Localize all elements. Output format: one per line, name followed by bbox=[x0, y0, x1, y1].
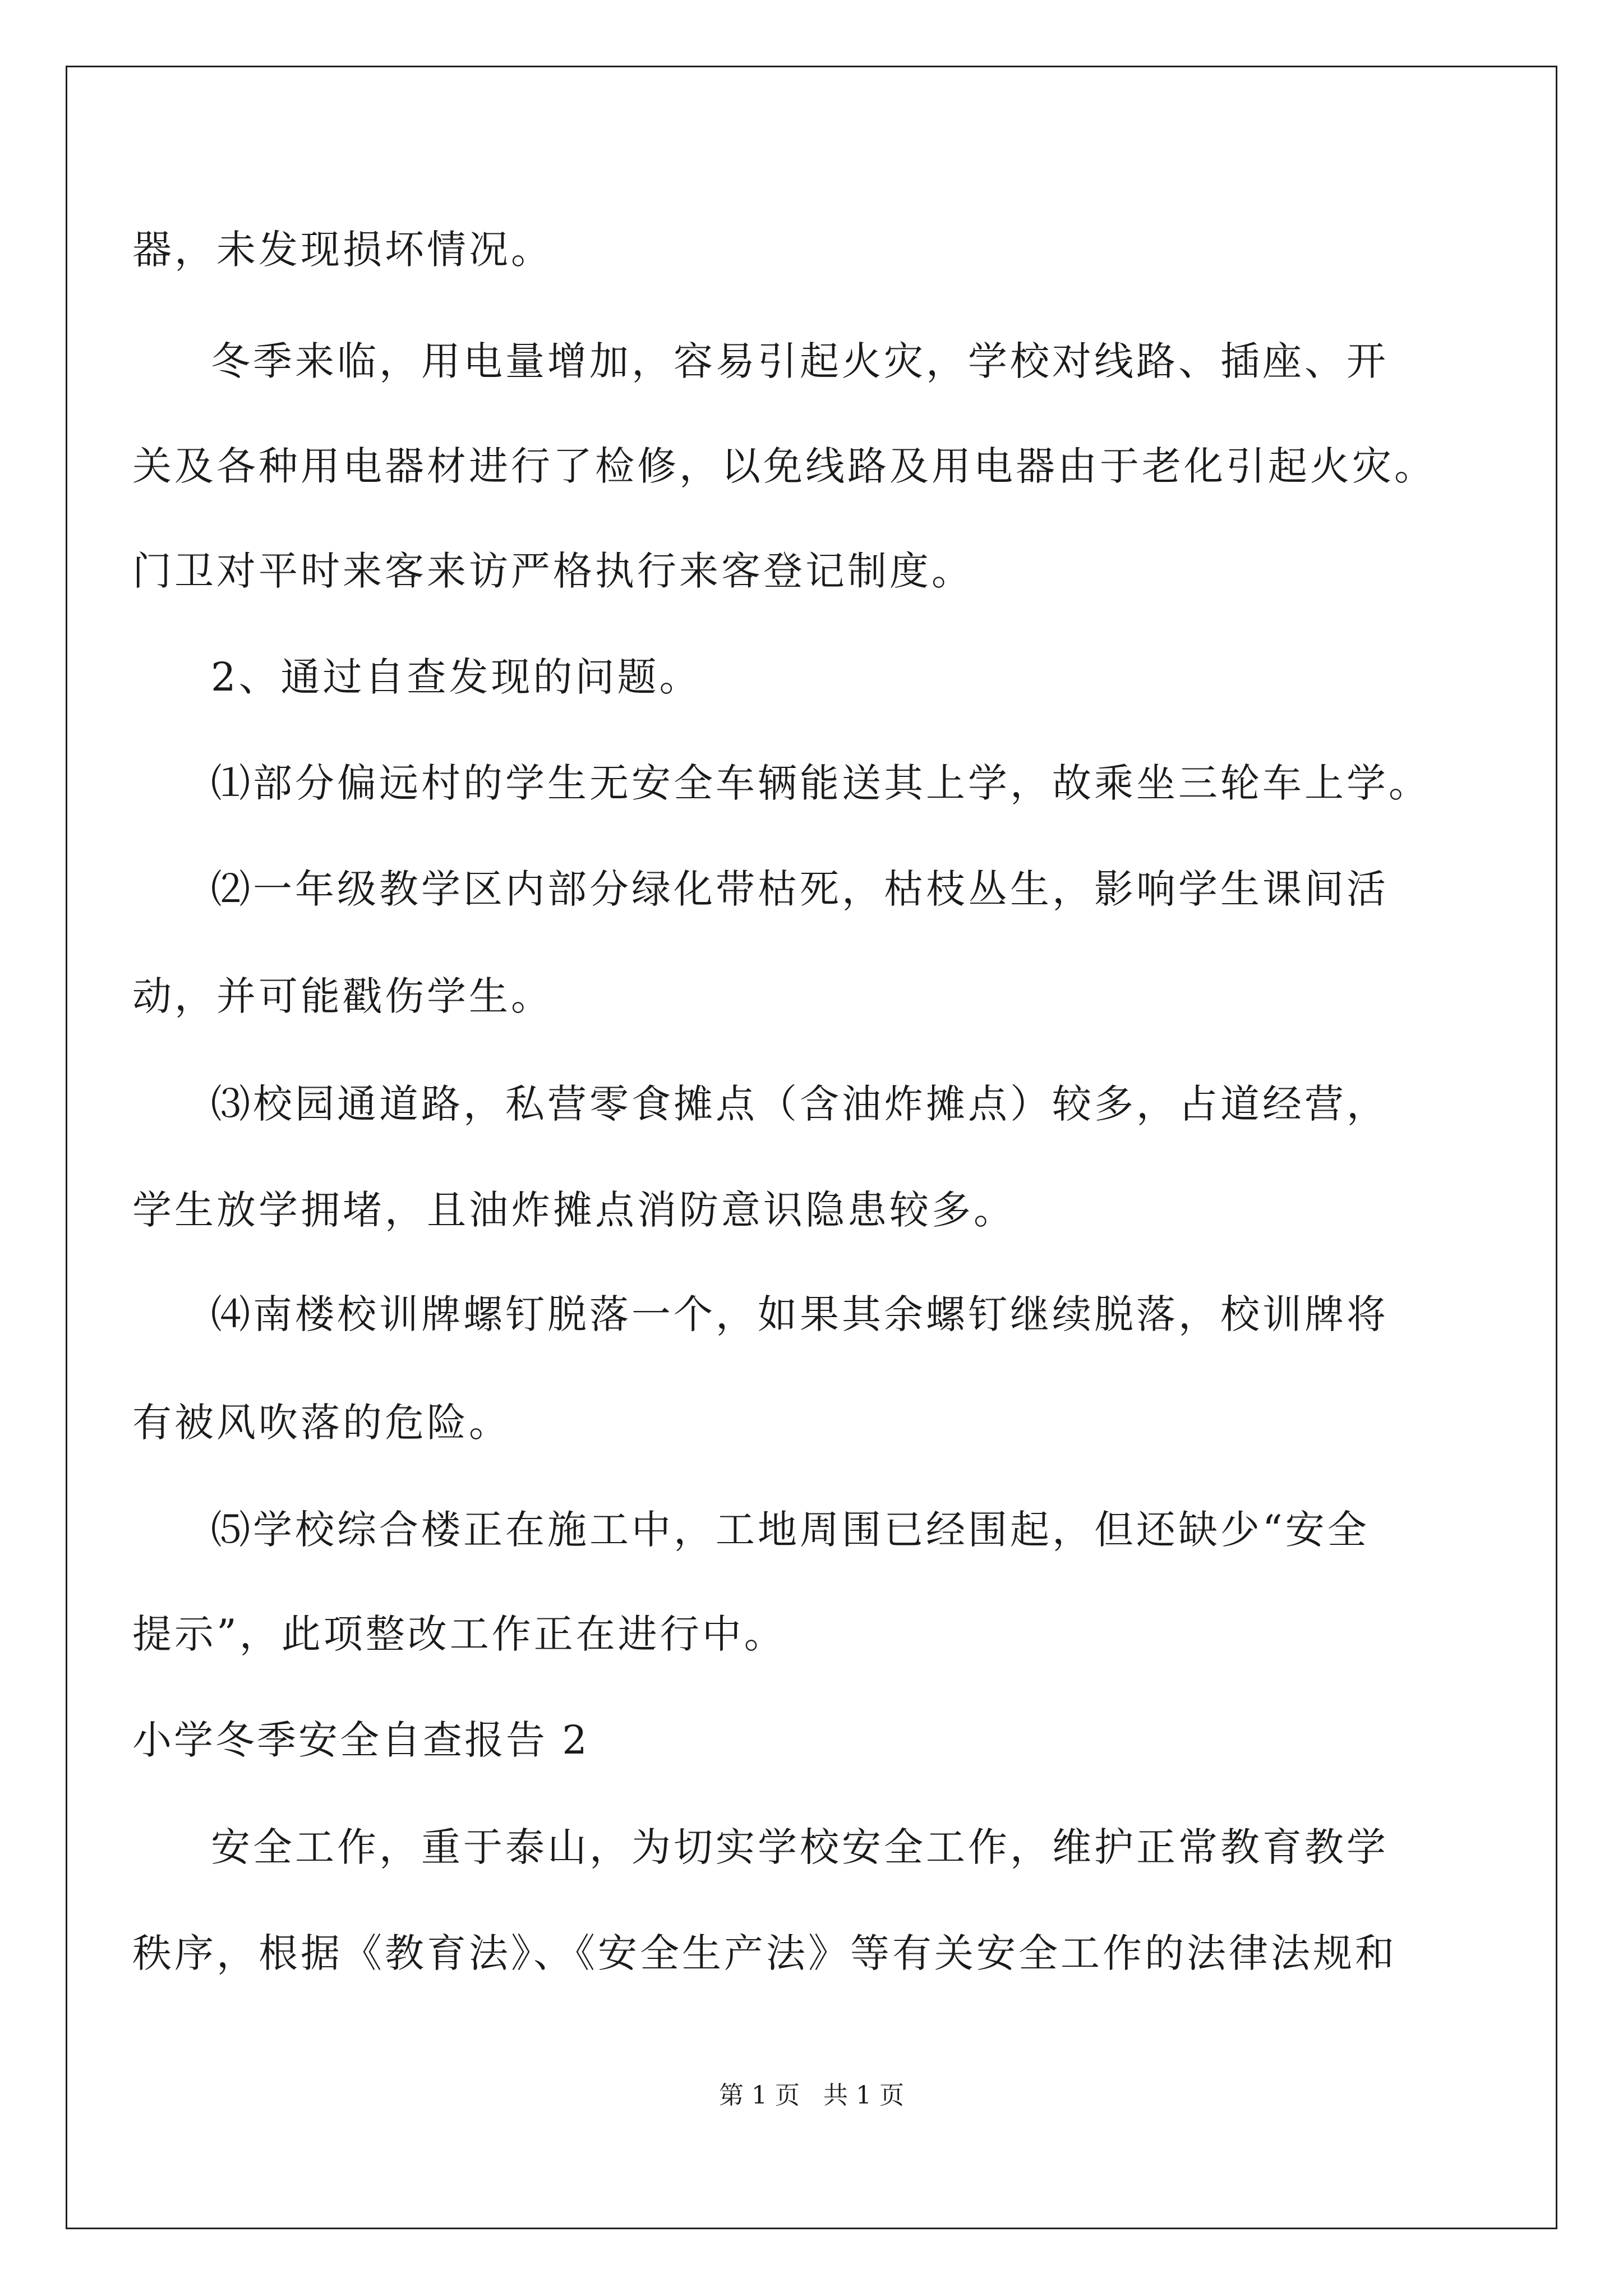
paragraph-line: 学生放学拥堵，且油炸摊点消防意识隐患较多。 bbox=[132, 1187, 1016, 1233]
section-heading: 小学冬季安全自查报告 2 bbox=[132, 1717, 589, 1763]
paragraph-line: 门卫对平时来客来访严格执行来客登记制度。 bbox=[132, 548, 974, 594]
paragraph-line: 2、通过自查发现的问题。 bbox=[211, 654, 702, 700]
paragraph-line: 动，并可能戳伤学生。 bbox=[132, 973, 553, 1019]
paragraph-line: 关及各种用电器材进行了检修，以免线路及用电器由于老化引起火灾。 bbox=[132, 443, 1436, 489]
paragraph-line: 秩序，根据《教育法》、《安全生产法》等有关安全工作的法律法规和 bbox=[132, 1930, 1397, 1976]
paragraph-line: ⑵一年级教学区内部分绿化带枯死，枯枝丛生，影响学生课间活 bbox=[211, 866, 1389, 912]
paragraph-line: 安全工作，重于泰山，为切实学校安全工作，维护正常教育教学 bbox=[211, 1824, 1389, 1870]
paragraph-line: ⑷南楼校训牌螺钉脱落一个，如果其余螺钉继续脱落，校训牌将 bbox=[211, 1291, 1389, 1337]
page-number: 第 1 页 bbox=[719, 2081, 800, 2110]
paragraph-line: 有被风吹落的危险。 bbox=[132, 1400, 511, 1446]
page-total: 共 1 页 bbox=[823, 2081, 904, 2110]
paragraph-line: 器，未发现损坏情况。 bbox=[132, 227, 553, 273]
paragraph-line: ⑶校园通道路，私营零食摊点（含油炸摊点）较多，占道经营， bbox=[211, 1081, 1389, 1127]
paragraph-line: 冬季来临，用电量增加，容易引起火灾，学校对线路、插座、开 bbox=[211, 338, 1389, 384]
paragraph-line: ⑸学校综合楼正在施工中，工地周围已经围起，但还缺少“安全 bbox=[211, 1507, 1370, 1553]
paragraph-line: ⑴部分偏远村的学生无安全车辆能送其上学，故乘坐三轮车上学。 bbox=[211, 760, 1431, 806]
paragraph-line: 提示”，此项整改工作正在进行中。 bbox=[132, 1611, 786, 1657]
page-footer bbox=[0, 2079, 1623, 2113]
